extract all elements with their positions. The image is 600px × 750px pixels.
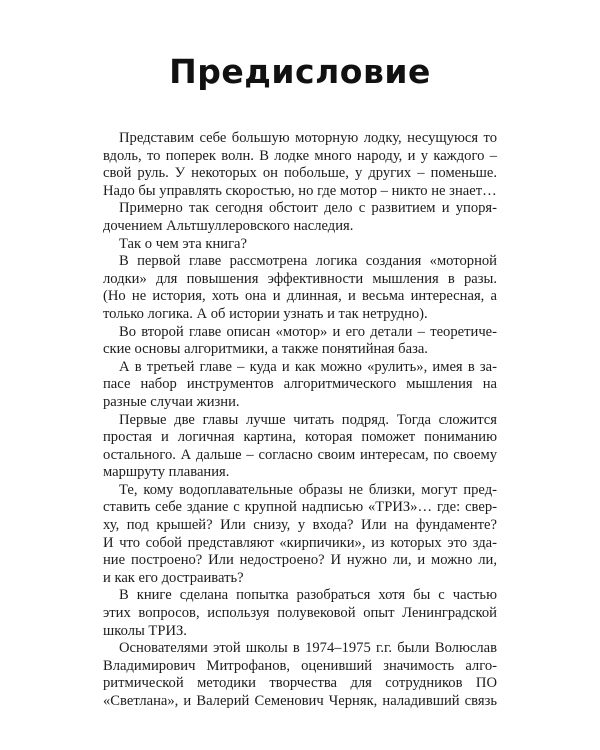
text-line: Первые две главы лучше читать подряд. Тогда сложится [119,411,497,428]
text-line: простая и логичная картина, которая поможет пониманию [103,429,497,446]
text-line: лодки» для повышения эффективности мышления в разы. [103,270,497,287]
paragraph [103,324,497,359]
text-line: Так о чем эта книга? [119,235,248,252]
page-title: Предисловие [169,52,431,91]
text-line: остального. А дальше – согласно своим интересам, по своему [103,446,497,463]
text-line: (Но не история, хоть она и длинная, и весьма интересная, а [103,288,497,305]
paragraph [103,236,497,254]
text-line: этих вопросов, используя полувековой опыт Ленинградской [103,605,497,622]
text-line: Во второй главе описан «мотор» и его детали – теоретиче- [119,323,497,340]
text-line: В книге сделана попытка разобраться хотя бы с частью [119,587,497,604]
text-line: маршруту плавания. [103,464,230,481]
paragraph [103,412,497,482]
text-line: свой руль. У некоторых он побольше, у других – поменьше. [103,165,497,182]
text-line: Основателями этой школы в 1974–1975 г.г. были Волюслав [119,640,497,657]
text-line: дочением Альтшуллеровского наследия. [103,217,354,234]
text-line: ху, под крышей? Или снизу, у входа? Или на фундаменте? [103,517,497,534]
paragraph [103,359,497,412]
paragraph [103,253,497,323]
text-line: ние построено? Или недостроено? И нужно ли, и можно ли, [103,552,497,569]
text-line: ставить себе здание с крупной надписью «ТРИЗ»… где: свер- [103,499,497,516]
text-line: А в третьей главе – куда и как можно «рулить», имея в за- [119,358,497,375]
text-line: Владимирович Митрофанов, оценивший значимость алго- [103,657,497,674]
paragraph [103,200,497,235]
text-line: ритмической методики творчества для сотрудников ПО [103,675,497,692]
body-text [103,130,497,711]
text-line: «Светлана», и Валерий Семенович Черняк, наладивший связь [103,693,497,709]
text-line: школы ТРИЗ. [103,622,187,639]
text-line: Те, кому водоплавательные образы не близки, могут пред- [119,481,497,498]
text-line: разные случаи жизни. [103,393,240,410]
text-line: только логика. А об истории узнать и так нетрудно). [103,305,428,322]
text-line: Примерно так сегодня обстоит дело с развитием и упоря- [119,200,497,217]
text-line: Представим себе большую моторную лодку, несущуюся то [119,130,497,146]
text-line: И что собой представляют «кирпичики», из которых это зда- [103,534,497,551]
paragraph [103,482,497,588]
paragraph [103,587,497,640]
text-line: пасе набор инструментов алгоритмического мышления на [103,376,497,393]
text-line: В первой главе рассмотрена логика создания «моторной [119,253,497,270]
text-line: и как его достраивать? [103,569,244,586]
text-line: ские основы алгоритмики, а также понятийная база. [103,341,428,358]
text-line: Надо бы управлять скоростью, но где мотор – никто не знает… [103,182,497,199]
text-line: вдоль, то поперек волн. В лодке много народу, и у каждого – [103,147,497,164]
paragraph [103,130,497,200]
paragraph [103,640,497,710]
